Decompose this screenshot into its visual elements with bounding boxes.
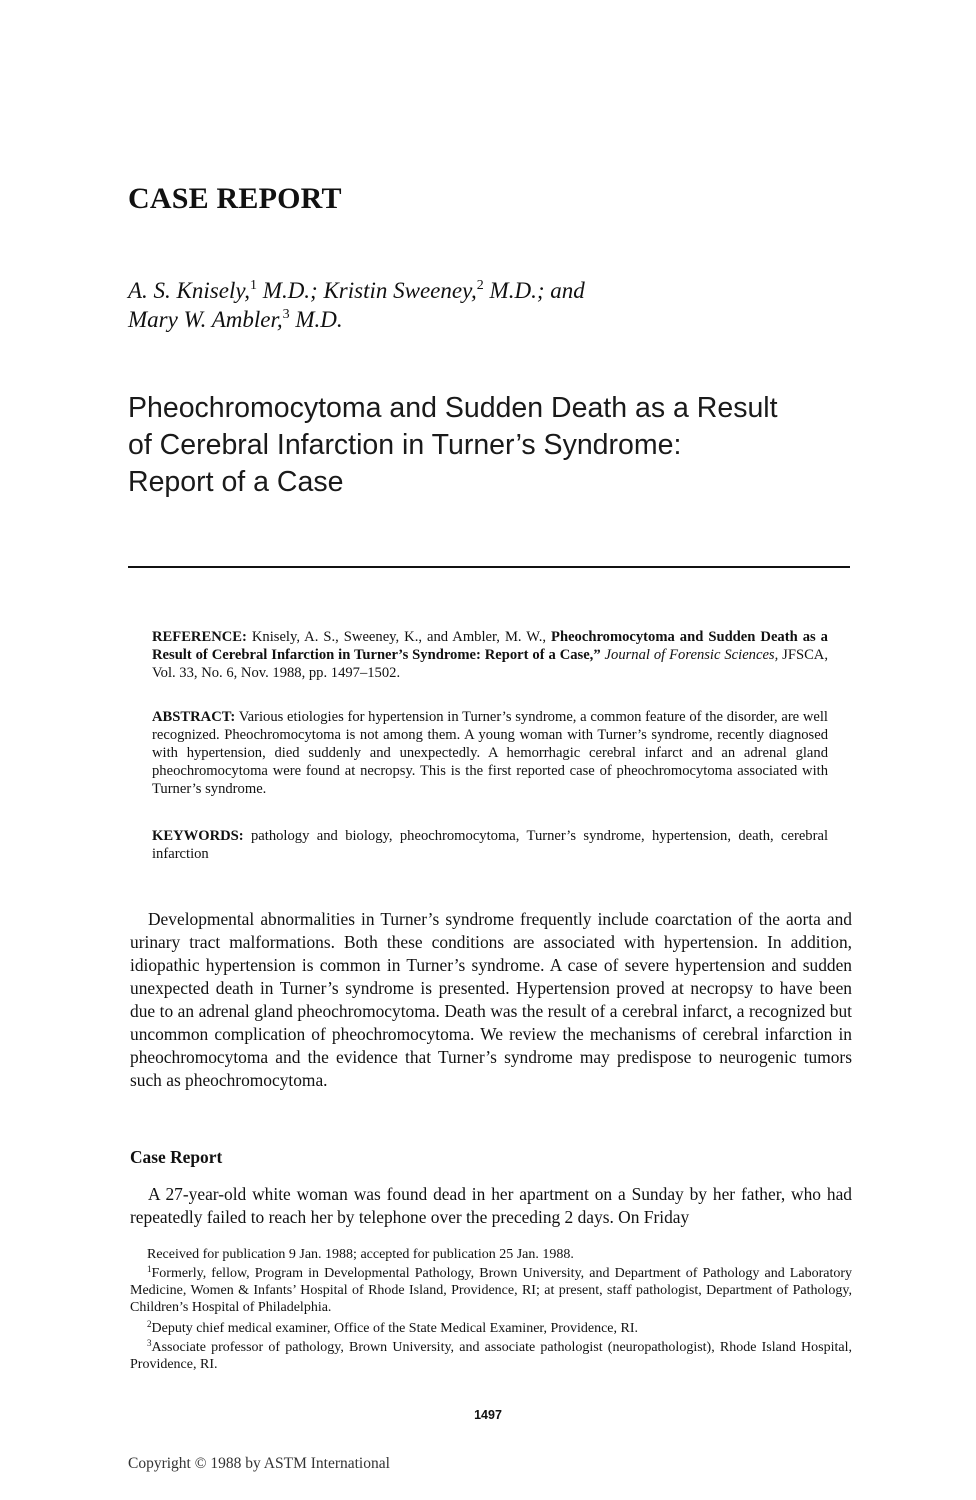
affiliation-marker: 1 — [250, 278, 258, 293]
footnote-text: Associate professor of pathology, Brown University, and associate pathologist (neuropathologist), Rhode Island Hospital, Providence, RI. — [130, 1340, 852, 1372]
abstract-text: Various etiologies for hypertension in Turner’s syndrome, a common feature of the disorder, are well recognized. Pheochromocytoma is not among them. A young woman with Turner’s syndrome, recently diagnosed with hypertension, died suddenly and unexpectedly. A hemorrhagic cerebral infarct and an adrenal gland pheochromocytoma were found at necropsy. This is the first reported case of pheochromocytoma associated with Turner’s syndrome. — [152, 709, 828, 797]
author-degree: M.D. — [289, 307, 343, 332]
keywords-block — [152, 827, 828, 863]
title-line: Report of a Case — [128, 466, 344, 498]
reference-title: Pheochromocytoma and Sudden Death as a Result of Cerebral Infarction in Turner’s Syndrome: Report of a Case,” — [152, 629, 828, 663]
intro-paragraph: Developmental abnormalities in Turner’s syndrome frequently include coarctation of the aorta and urinary tract malformations. Both these conditions are associated with hypertension. In addition, idiopathic hypertension is common in Turner’s syndrome. A case of severe hypertension and sudden unexpected death in Turner’s syndrome is presented. Hypertension proved at necropsy to have been due to an adrenal gland pheochromocytoma. Death was the result of a cerebral infarct, a recognized but uncommon complication of pheochromocytoma. We review the mechanisms of cerebral infarction in pheochromocytoma and the evidence that Turner’s syndrome may predispose to neurogenic tumors such as pheochromocytoma. — [130, 909, 852, 1090]
case-report-heading: Case Report — [130, 1147, 223, 1167]
section-label: CASE REPORT — [128, 182, 342, 215]
affiliation-marker: 3 — [282, 307, 290, 322]
title-line: Pheochromocytoma and Sudden Death as a Result — [128, 392, 778, 424]
footnote-marker: 2 — [147, 1319, 152, 1329]
title-line: of Cerebral Infarction in Turner’s Syndrome: — [128, 429, 682, 461]
footnote-received: Received for publication 9 Jan. 1988; accepted for publication 25 Jan. 1988. — [147, 1247, 574, 1262]
reference-citation: JFSCA, Vol. 33, No. 6, Nov. 1988, pp. 1497–1502. — [152, 647, 828, 681]
title-divider — [128, 566, 850, 568]
author-name: Mary W. Ambler, — [128, 307, 283, 332]
author-degree: M.D.; and — [483, 278, 585, 303]
reference-authors: Knisely, A. S., Sweeney, K., and Ambler, M. W., — [246, 629, 552, 645]
case-report-paragraph: A 27-year-old white woman was found dead in her apartment on a Sunday by her father, who had repeatedly failed to reach her by telephone over the preceding 2 days. On Friday — [130, 1184, 852, 1227]
footnote-1 — [130, 1265, 852, 1316]
footnote-3 — [130, 1339, 852, 1373]
reference-label: REFERENCE: — [152, 629, 247, 645]
abstract-block — [152, 708, 828, 798]
keywords-text: pathology and biology, pheochromocytoma, Turner’s syndrome, hypertension, death, cerebral infarction — [152, 828, 828, 862]
author-degree: M.D.; — [257, 278, 324, 303]
affiliation-marker: 2 — [476, 278, 484, 293]
reference-journal: Journal of Forensic Sciences, — [600, 647, 779, 663]
abstract-label: ABSTRACT: — [152, 709, 236, 725]
author-list — [128, 276, 828, 334]
page-number: 1497 — [474, 1408, 502, 1422]
footnote-text: Deputy chief medical examiner, Office of the State Medical Examiner, Providence, RI. — [151, 1321, 638, 1336]
footnote-marker: 1 — [147, 1264, 152, 1274]
keywords-label: KEYWORDS: — [152, 828, 244, 844]
article-title — [128, 390, 868, 501]
copyright-notice: Copyright © 1988 by ASTM International — [128, 1455, 390, 1472]
reference-block — [152, 628, 828, 682]
author-name: A. S. Knisely, — [128, 278, 251, 303]
author-name: Kristin Sweeney, — [323, 278, 477, 303]
footnote-2 — [130, 1320, 852, 1337]
footnote-marker: 3 — [147, 1338, 152, 1348]
footnote-text: Formerly, fellow, Program in Developmental Pathology, Brown University, and Department of Pathology and Laboratory Medicine, Women & Infants’ Hospital of Rhode Island, Providence, RI; at present, staff pathologist, Department of Pathology, Children’s Hospital of Philadelphia. — [130, 1266, 852, 1315]
